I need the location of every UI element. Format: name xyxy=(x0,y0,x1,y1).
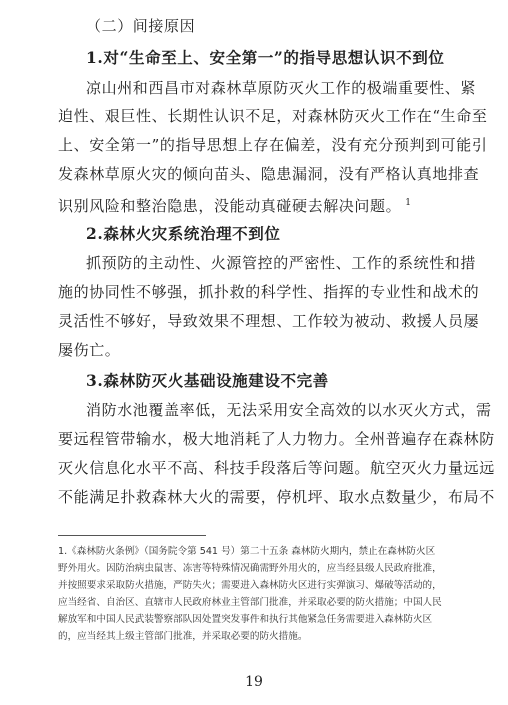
paragraph-1-line: 上、安全第一”的指导思想上存在偏差，没有充分预判到可能引 xyxy=(58,136,488,154)
footnote-line: 应当经省、自治区、直辖市人民政府林业主管部门批准，并采取必要的防火措施；中国人民 xyxy=(58,597,442,608)
heading-2: 2.森林火灾系统治理不到位 xyxy=(86,224,281,243)
paragraph-2-line: 抓预防的主动性、火源管控的严密性、工作的系统性和措 xyxy=(86,254,477,272)
paragraph-3-line: 不能满足扑救森林大火的需要，停机坪、取水点数量少，布局不 xyxy=(58,488,495,506)
footnote-line: 1.《森林防火条例》（国务院令第 541 号）第二十五条 森林防火期内，禁止在森林防火区 xyxy=(58,546,436,557)
paragraph-2-line: 施的协同性不够强，抓扑救的科学性、指挥的专业性和战术的 xyxy=(58,283,480,301)
page-number: 19 xyxy=(245,674,263,690)
heading-3: 3.森林防灭火基础设施建设不完善 xyxy=(86,371,329,390)
footnote-line: 解放军和中国人民武装警察部队因处置突发事件和执行其他紧急任务需要进入森林防火区 xyxy=(58,614,433,625)
footnote-divider xyxy=(58,535,206,536)
paragraph-1-line: 识别风险和整治隐患，没能动真碰硬去解决问题。 xyxy=(58,197,402,215)
paragraph-1-line: 凉山州和西昌市对森林草原防灭火工作的极端重要性、紧 xyxy=(86,79,477,97)
footnote-line: 并按照要求采取防火措施，严防失火；需要进入森林防火区进行实弹演习、爆破等活动的， xyxy=(58,580,442,591)
heading-1: 1.对“生命至上、安全第一”的指导思想认识不到位 xyxy=(86,48,445,67)
paragraph-3-line: 消防水池覆盖率低，无法采用安全高效的以水灭火方式，需 xyxy=(86,401,492,419)
footnote-ref: 1 xyxy=(405,198,411,208)
paragraph-1-line: 迫性、艰巨性、长期性认识不足，对森林防灭火工作在“生命至 xyxy=(58,107,488,125)
paragraph-2-line: 屡伤亡。 xyxy=(58,341,121,359)
paragraph-3-line: 灭火信息化水平不高、科技手段落后等问题。航空灭火力量远远 xyxy=(58,459,495,477)
paragraph-2-line: 灵活性不够好，导致效果不理想、工作较为被动、救援人员屡 xyxy=(58,312,480,330)
footnote-line: 的，应当经其上级主管部门批准，并采取必要的防火措施。 xyxy=(58,631,308,642)
paragraph-1-last-line xyxy=(58,193,411,216)
paragraph-3-line: 要远程管带输水，极大地消耗了人力物力。全州普遍存在森林防 xyxy=(58,430,495,448)
paragraph-1-line: 发森林草原火灾的倾向苗头、隐患漏洞，没有严格认真地排查 xyxy=(58,165,480,183)
section-title: （二）间接原因 xyxy=(86,17,196,35)
footnote-line: 野外用火。因防治病虫鼠害、冻害等特殊情况确需野外用火的，应当经县级人民政府批准， xyxy=(58,563,442,574)
